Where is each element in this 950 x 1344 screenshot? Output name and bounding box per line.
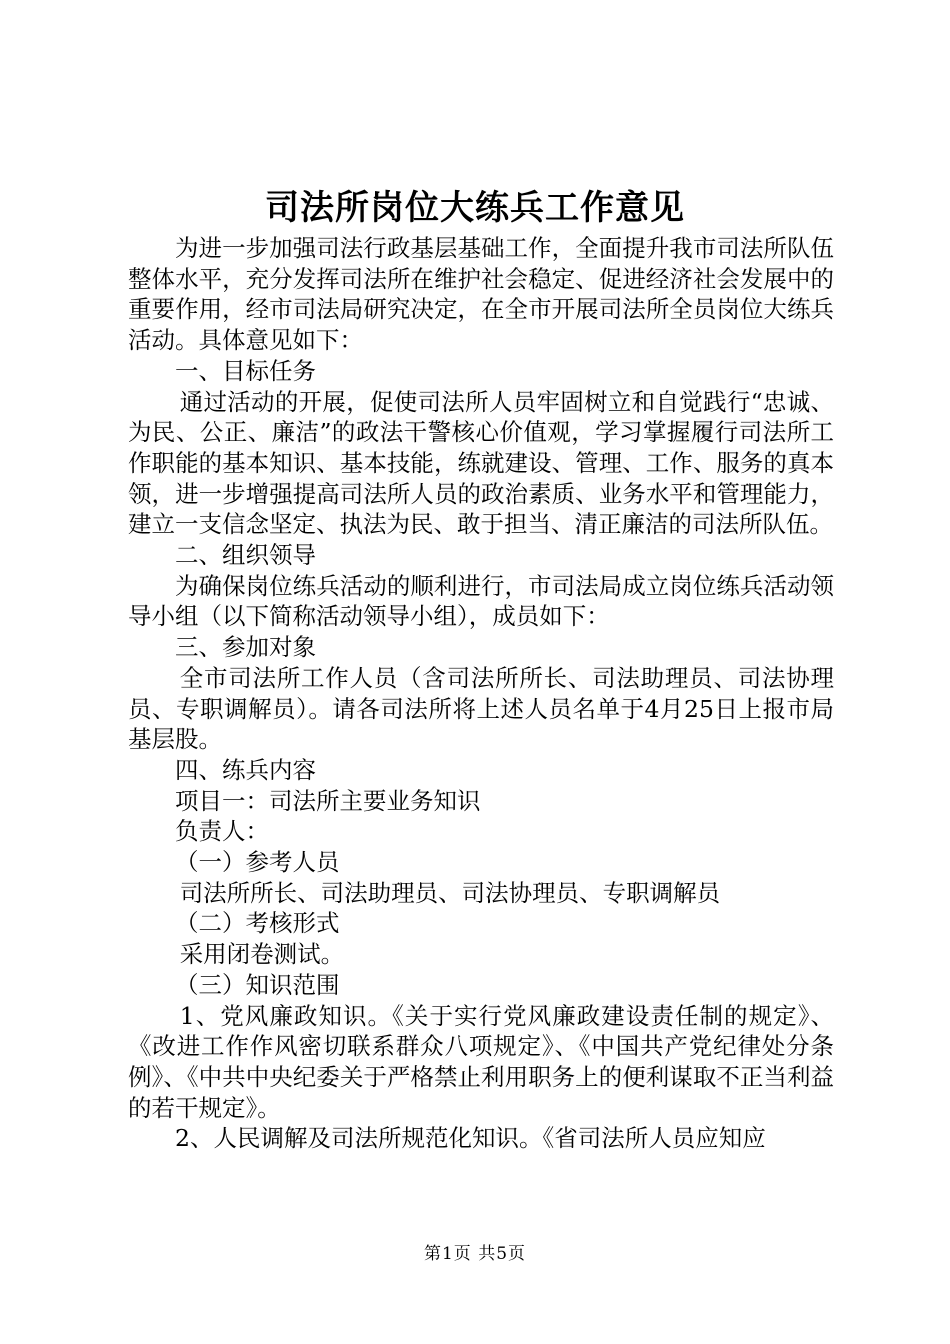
subheading-exam-format: （二）考核形式 — [175, 909, 340, 938]
paragraph-organization: 为确保岗位练兵活动的顺利进行，市司法局成立岗位练兵活动领导小组（以下简称活动领导小组），成员如下： — [128, 571, 834, 631]
subheading-knowledge-scope: （三）知识范围 — [175, 970, 340, 999]
item-responsible: 负责人： — [175, 817, 269, 846]
document-title: 司法所岗位大练兵工作意见 — [265, 188, 685, 228]
paragraph-exam-format: 采用闭卷测试。 — [179, 940, 345, 969]
paragraph-knowledge-2: 2、人民调解及司法所规范化知识。《省司法所人员应知应 — [175, 1124, 766, 1153]
heading-content: 四、练兵内容 — [175, 755, 316, 784]
item-project-one: 项目一：司法所主要业务知识 — [175, 786, 481, 815]
heading-participants: 三、参加对象 — [175, 633, 316, 662]
paragraph-goals: 通过活动的开展，促使司法所人员牢固树立和自觉践行“忠诚、为民、公正、廉洁”的政法干警核心价值观，学习掌握履行司法所工作职能的基本知识、基本技能，练就建设、管理、工作、服务的真本领，进一步增强提高司法所人员的政治素质、业务水平和管理能力，建立一支信念坚定、执法为民、敢于担当、清正廉洁的司法所队伍。 — [128, 387, 834, 539]
page-number: 第1页 共5页 — [423, 1244, 527, 1264]
document-body — [128, 233, 834, 1154]
heading-organization: 二、组织领导 — [175, 541, 316, 570]
paragraph-participants: 全市司法所工作人员（含司法所所长、司法助理员、司法协理员、专职调解员）。请各司法所将上述人员名单于4月25日上报市局基层股。 — [128, 663, 834, 754]
heading-goals: 一、目标任务 — [175, 356, 316, 385]
paragraph-intro: 为进一步加强司法行政基层基础工作，全面提升我市司法所队伍整体水平，充分发挥司法所在维护社会稳定、促进经济社会发展中的重要作用，经市司法局研究决定，在全市开展司法所全员岗位大练兵活动。具体意见如下： — [128, 234, 834, 355]
subheading-examinees: （一）参考人员 — [175, 848, 340, 877]
paragraph-examinees: 司法所所长、司法助理员、司法协理员、专职调解员 — [179, 878, 721, 907]
paragraph-knowledge-1: 1、党风廉政知识。《关于实行党风廉政建设责任制的规定》、《改进工作作风密切联系群众八项规定》、《中国共产党纪律处分条例》、《中共中央纪委关于严格禁止利用职务上的便利谋取不正当利益的若干规定》。 — [128, 1001, 834, 1122]
